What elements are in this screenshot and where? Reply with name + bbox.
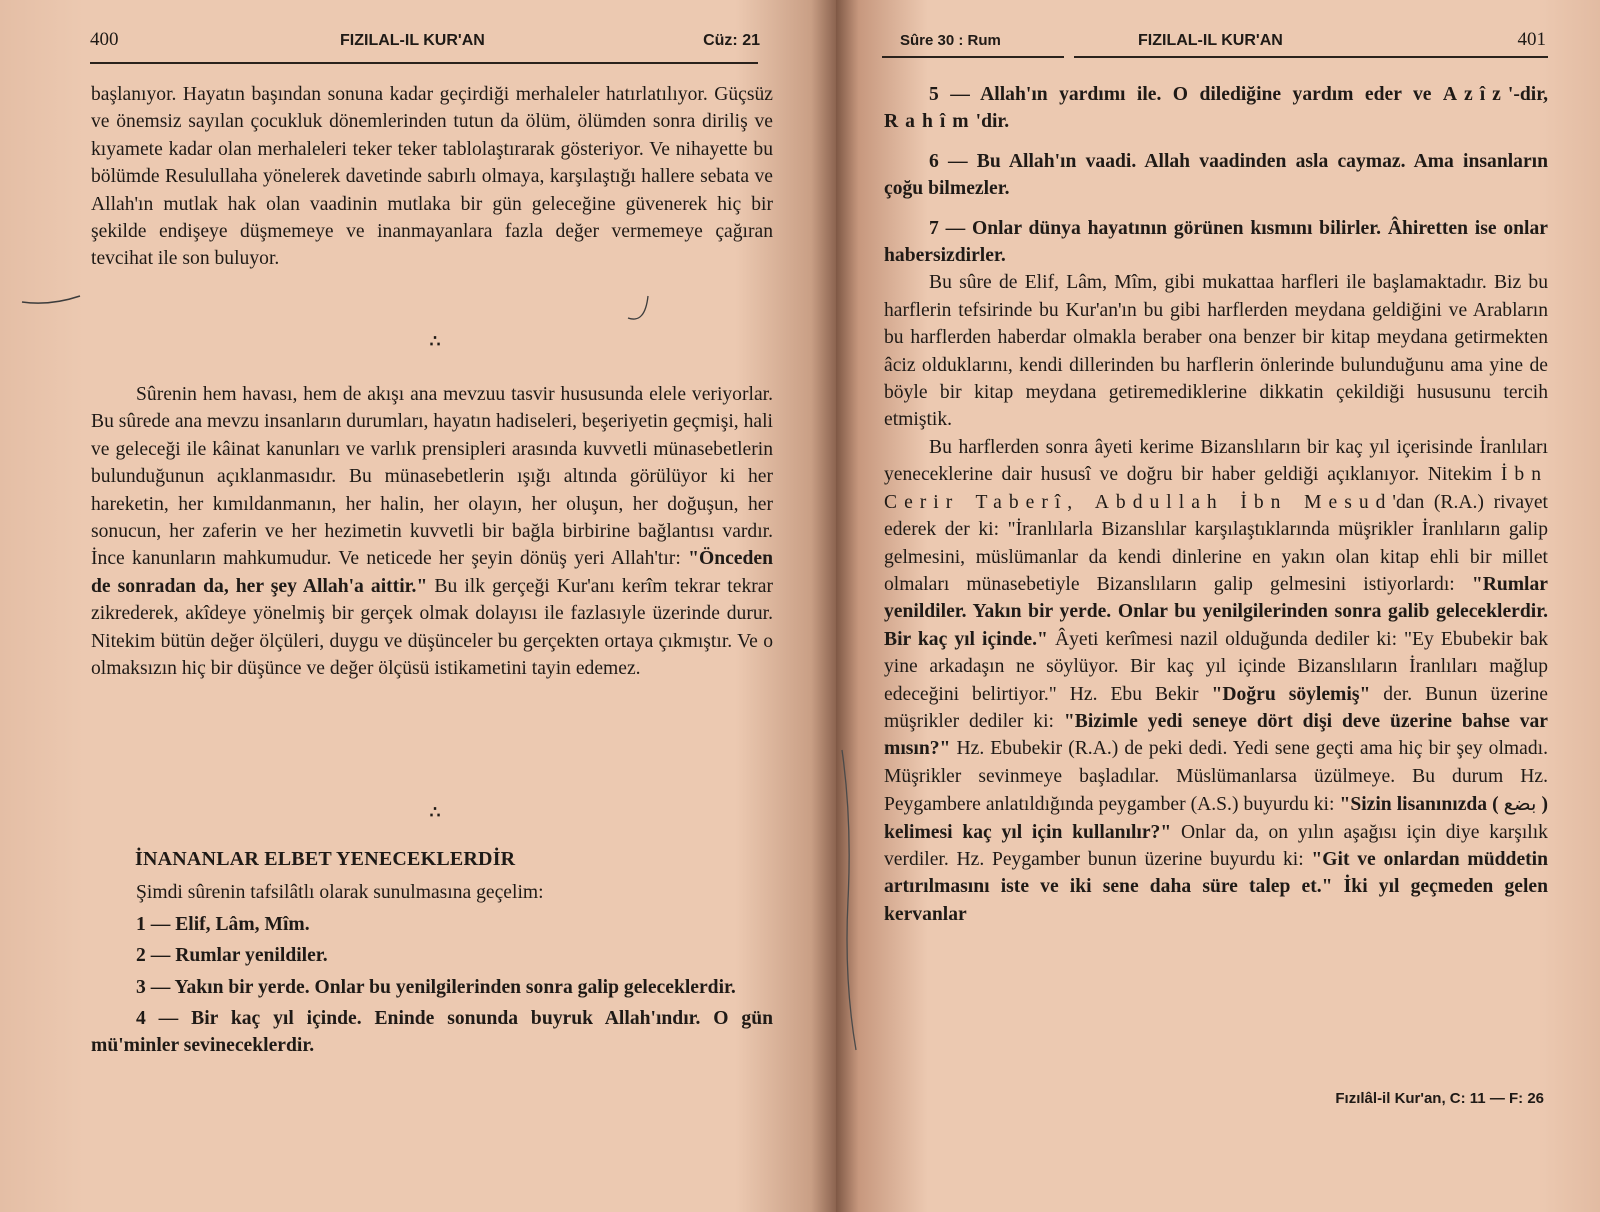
left-text-top [91,81,773,273]
quote: "Bizimle yedi seneye dört dişi deve üzerine bahse var mısın?" [884,710,1548,760]
section-label: Cüz: 21 [703,32,760,49]
paragraph: Sûrenin hem havası, hem de akışı ana mevzuu tasvir hususunda elele veriyorlar. Bu sûrede ana mevzu insanların durumları, hayatın hadiseleri, beşeriyetin geçmişi, hali ve geleceği ile kâinat kanunları ve varlık prensipleri arasında kuvvetli münasebetlerin bulunduğunun açıklanmasıdır. Bu münasebetlerin ışığı altında görülüyor ki her hareketin, her kımıldanmanın, her halin, her olayın, her oluşun, her doğuşun, her sonucun, her zaferin ve her hezimetin kuvvetli bir bağla birbirine bağlantısı vardır. İnce kanunların mahkumudur. Ve neticede her şeyin dönüş yeri Allah'tır: "Önceden de sonradan da, her şey Allah'a aittir." Bu ilk gerçeği Kur'anı kerîm tekrar tekrar zikrederek, akîdeye yönelmiş bir gerçek olmak dolayısı ile fazlasıyle üzerinde durur. Nitekim bütün değer ölçüleri, duygu ve düşünceler bu gerçekten ortaya çıkmıştır. Ve o olmaksızın hiç bir düşünce ve değer ölçüsü istikametini tayin edemez. [91,384,773,680]
surah-label: Sûre 30 : Rum [900,32,1001,49]
divine-name: Rahîm [884,111,976,133]
verse-2: 2 — Rumlar yenildiler. [136,945,328,967]
verse-3: 3 — Yakın bir yerde. Onlar bu yenilgilerinden sonra galip geleceklerdir. [136,976,736,998]
pencil-mark [620,288,660,328]
right-text [884,81,1548,928]
running-title: FIZILAL-IL KUR'AN [1138,32,1283,49]
verse-4: 4 — Bir kaç yıl içinde. Eninde sonunda buyruk Allah'ındır. O gün mü'minler sevineceklerdir. [91,1008,773,1057]
right-page [836,0,1600,1212]
quote: "Önceden de sonradan da, her şey Allah'a aittir." [91,548,773,597]
quote: "Sizin lisanınızda ( [1339,794,1499,816]
quote: "Doğru söylemiş" [1211,683,1371,705]
divine-name: Azîz [1442,84,1508,105]
paragraph: Bu harflerden sonra âyeti kerime Bizanslıların bir kaç yıl içerisinde İranlıları yeneceklerine dair hususî ve doğru bir haber geldiği açıklanıyor. Nitekim İbn Cerir Taberî, Abdullah İbn Mesud'dan (R.A.) rivayet ederek der ki: "İranlılarla Bizanslılar karşılaştıklarında müşrikler İranlıların galip gelmesini, müslümanlar da kendi dinlerine en yakın olan kitap ehli bir millet olmaları münasebetiyle Bizanslıların galip gelmesini istiyorlardı: "Rumlar yenildiler. Yakın bir yerde. Onlar bu yenilgilerinden sonra galib geleceklerdir. Bir kaç yıl içinde." Âyeti kerîmesi nazil olduğunda dediler ki: "Ey Ebubekir bak yine arkadaşın ne söylüyor. Bir kaç yıl içinde Bizanslıların İranlıları mağlup edeceğini belirtiyor." Hz. Ebu Bekir "Doğru söylemiş" der. Bunun üzerine müşrikler dediler ki: "Bizimle yedi seneye dört dişi deve üzerine bahse var mısın?" Hz. Ebubekir (R.A.) de peki dedi. Yedi sene geçti ama hiç bir şey olmadı. Müşrikler sevinmeye başladılar. Müslümanlarsa üzülmeye. Bu durum Hz. Peygambere anlatıldığında peygamber (A.S.) buyurdu ki: "Sizin lisanınızda ( بضع ) kelimesi kaç yıl için kullanılır?" Onlar da, on yılın aşağısı için diye karşılık verdiler. Hz. Peygamber bunun üzerine buyurdu ki: "Git ve onlardan müddetin artırılmasını iste ve iki sene daha süre talep et." İki yıl geçmeden gelen kervanlar [884,436,1549,925]
narrator-names: İbn Cerir Taberî, Abdullah İbn Mesud [884,464,1548,513]
paragraph: başlanıyor. Hayatın başından sonuna kadar geçirdiği merhaleler hatırlatılıyor. Güçsüz ve önemsiz sayılan çocukluk dönemlerinden tutun da ölüm, ölümden sonra diriliş ve kıyamete kadar olan merhaleleri teker teker tablolaştırarak gösteriyor. Ve nihayette bu bölümde Resulullaha yönelerek davetinde sabırlı olmaya, karşılaştığı hallere sebata ve Allah'ın mutlak hak olan vaadinin mutlaka bir gün geleceğine güvenerek hiç bir şekilde endişeye düşmemeye ve inanmayanlara fazla değer vermemeye çağıran tevcihat ile son buluyor. [91,84,773,270]
page-number: 400 [90,29,119,50]
header-rule [90,62,758,64]
pencil-mark [834,740,874,1060]
verse-7: 7 — Onlar dünya hayatının görünen kısmını bilirler. Âhiretten ise onlar habersizdirler. [884,217,1548,267]
quote: ) kelimesi kaç yıl için kullanılır?" [884,794,1549,843]
intro-line: Şimdi sûrenin tafsilâtlı olarak sunulmasına geçelim: [136,882,544,904]
header-rule [1074,56,1548,58]
section-divider: ∴ [429,332,441,351]
page-number: 401 [1517,29,1546,50]
verse-5: 5 — Allah'ın yardımı ile. O dilediğine yardım eder ve Azîz'-dir, Rahîm'dir. [884,84,1548,133]
left-text-bottom [91,846,773,1060]
left-text-middle [91,381,773,682]
header-rule [882,56,1064,58]
running-title: FIZILAL-IL KUR'AN [340,32,485,49]
section-divider: ∴ [429,803,441,822]
verse-1: 1 — Elif, Lâm, Mîm. [136,913,310,935]
pencil-mark [10,282,100,322]
paragraph: Bu sûre de Elif, Lâm, Mîm, gibi mukattaa harfleri ile başlamaktadır. Biz bu harflerin tefsirinde bu Kur'an'ın bu gibi harflerden meydana geldiğini ve Arabların bu harflerden haberdar olmakla beraber ona benzer bir kitap meydana getirmekten âciz olduklarını, kendi dillerinden bu harflerin önlerinde bulunduğunu ama yine de böyle bir kitap meydana getiremediklerine dikkatin çekildiği hususunu tercih etmiştik. [884,272,1548,431]
section-heading: İNANANLAR ELBET YENECEKLERDİR [135,848,516,870]
quote: "Rumlar yenildiler. Yakın bir yerde. Onlar bu yenilgilerinden sonra galib geleceklerdir. Bir kaç yıl içinde." [884,573,1548,650]
verse-6: 6 — Bu Allah'ın vaadi. Allah vaadinden asla caymaz. Ama insanların çoğu bilmezler. [884,150,1548,200]
arabic-word: بضع [1503,792,1537,816]
page-footer: Fızılâl-il Kur'an, C: 11 — F: 26 [1335,1090,1544,1107]
quote: "Git ve onlardan müddetin artırılmasını iste ve iki sene daha süre talep et." İki yıl geçmeden gelen kervanlar [884,848,1549,925]
